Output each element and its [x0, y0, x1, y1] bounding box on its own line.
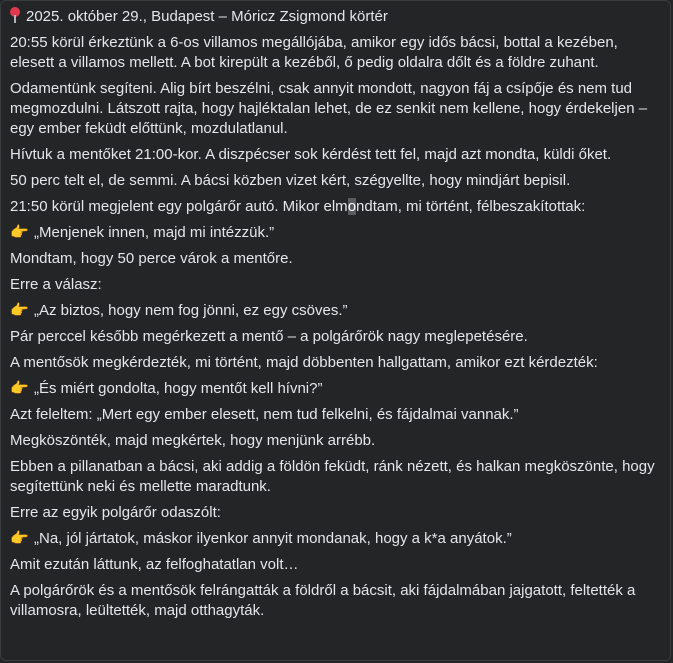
line-final: A polgárőrök és a mentősök felrángatták a földről a bácsit, aki fájdalmában jajgatott, feltették a villamosra, leültették, majd otthagyták.	[10, 582, 636, 619]
post-header-text: 2025. október 29., Budapest – Móricz Zsigmond körtér	[26, 8, 388, 25]
text-before-selection: 21:50 körül megjelent egy polgárőr autó. Mikor elm	[10, 198, 348, 215]
round-pushpin-icon	[10, 7, 20, 23]
line-thanked: Megköszönték, majd megkértek, hogy menjünk arrébb.	[10, 432, 376, 449]
line-after-quote-1: Mondtam, hogy 50 perce várok a mentőre.	[10, 250, 293, 267]
quote-line-1	[10, 223, 665, 243]
pointing-hand-icon: 👉	[10, 224, 29, 241]
post-body	[10, 7, 665, 627]
paragraph-help: Odamentünk segíteni. Alig bírt beszélni, csak annyit mondott, nagyon fáj a csípője és nem tud megmozdulni. Látszott rajta, hogy hajléktalan lehet, de ez senkit nem kellene, hogy érdekeljen – egy ember feküdt előttünk, mozdulatlanul.	[10, 80, 648, 137]
pointing-hand-icon: 👉	[10, 530, 29, 547]
quote-line-3	[10, 379, 665, 399]
line-reply-intro: Erre a válasz:	[10, 276, 102, 293]
paragraph-call: Hívtuk a mentőket 21:00-kor. A diszpécser sok kérdést tett fel, majd azt mondta, küldi őket.	[10, 146, 612, 163]
line-guard-spoke: Erre az egyik polgárőr odaszólt:	[10, 504, 221, 521]
quote-line-2	[10, 301, 665, 321]
line-unbelievable: Amit ezután láttunk, az felfoghatatlan volt…	[10, 556, 299, 573]
line-moment: Ebben a pillanatban a bácsi, aki addig a földön feküdt, ránk nézett, és halkan megköszönte, hogy segítettünk neki és mellette maradtunk.	[10, 458, 655, 495]
text-selection: o	[347, 198, 357, 215]
post-header	[10, 7, 665, 27]
pointing-hand-icon: 👉	[10, 302, 29, 319]
paragraph-guard-car[interactable]	[10, 197, 665, 217]
quote-2-text: „Az biztos, hogy nem fog jönni, ez egy csöves.”	[34, 302, 348, 319]
quote-3-text: „És miért gondolta, hogy mentőt kell hívni?”	[34, 380, 323, 397]
line-answer: Azt feleltem: „Mert egy ember elesett, nem tud felkelni, és fájdalmai vannak.”	[10, 406, 519, 423]
quote-1-text: „Menjenek innen, majd mi intézzük.”	[34, 224, 275, 241]
line-ambulance-arrived: Pár perccel később megérkezett a mentő – a polgárőrök nagy meglepetésére.	[10, 328, 528, 345]
paragraph-arrival: 20:55 körül érkeztünk a 6-os villamos megállójába, amikor egy idős bácsi, bottal a kezében, elesett a villamos mellett. A bot kirepült a kezéből, ő pedig oldalra dőlt és a földre zuhant.	[10, 34, 618, 71]
pointing-hand-icon: 👉	[10, 380, 29, 397]
line-paramedics-asked: A mentősök megkérdezték, mi történt, majd döbbenten hallgattam, amikor ezt kérdezték:	[10, 354, 598, 371]
quote-line-4	[10, 529, 665, 549]
paragraph-waiting: 50 perc telt el, de semmi. A bácsi közben vizet kért, szégyellte, hogy mindjárt bepisil.	[10, 172, 571, 189]
quote-4-text: „Na, jól jártatok, máskor ilyenkor annyit mondanak, hogy a k*a anyátok.”	[34, 530, 512, 547]
text-after-selection: ndtam, mi történt, félbeszakítottak:	[356, 198, 586, 215]
